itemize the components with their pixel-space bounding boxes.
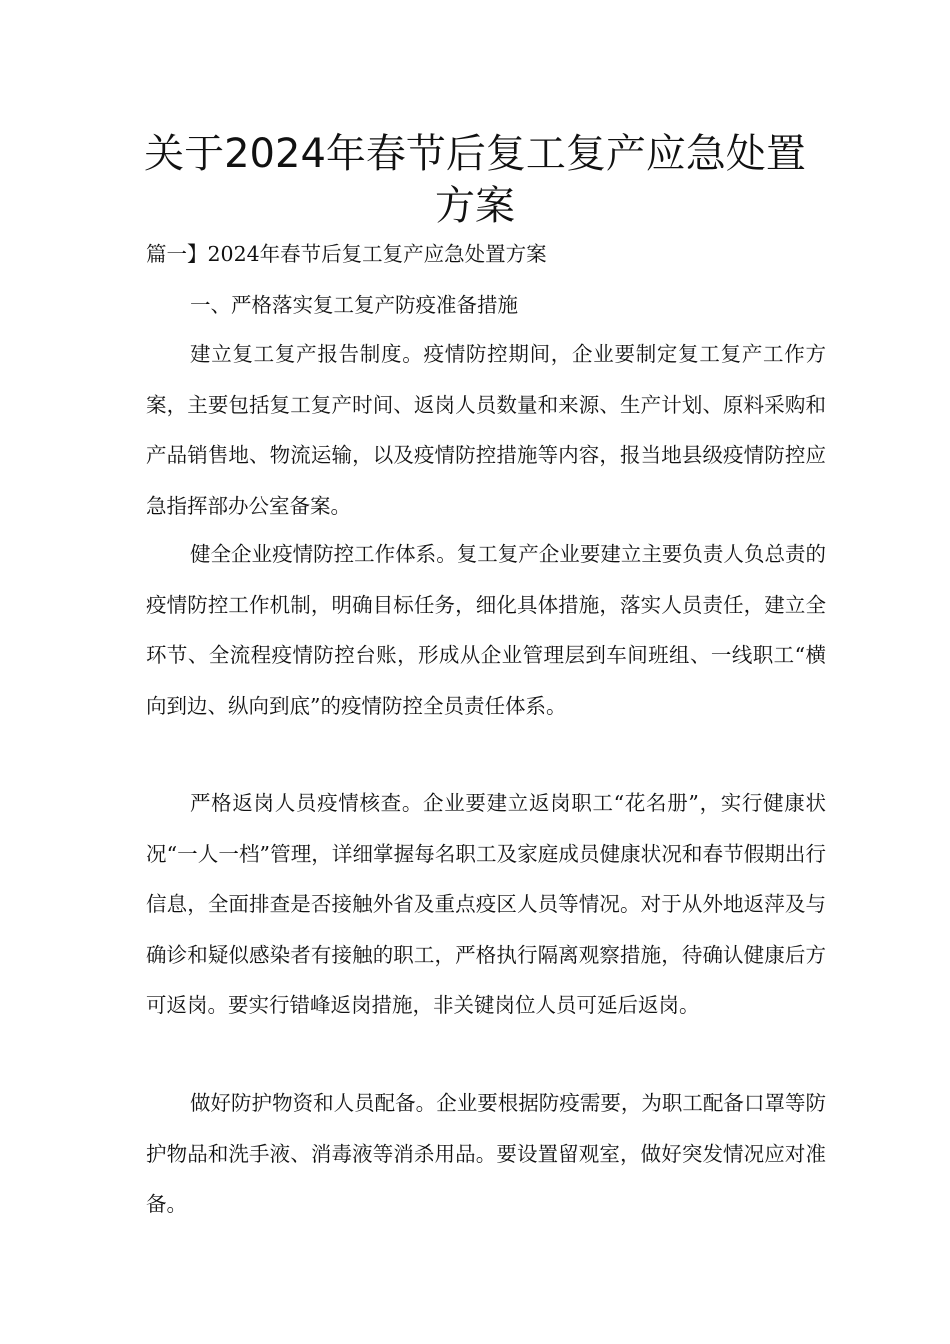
section-heading: 一、严格落实复工复产防疫准备措施 [190, 293, 518, 317]
paragraph: 健全企业疫情防控工作体系。复工复产企业要建立主要负责人负总责的疫情防控工作机制，明确目标任务，细化具体措施，落实人员责任，建立全环节、全流程疫情防控台账，形成从企业管理层到车间班组、一线职工“横向到边、纵向到底”的疫情防控全员责任体系。 [146, 542, 826, 718]
title-line-2: 方案 [435, 183, 515, 229]
subtitle: 篇一】2024年春节后复工复产应急处置方案 [146, 242, 547, 266]
paragraph: 建立复工复产报告制度。疫情防控期间，企业要制定复工复产工作方案，主要包括复工复产时间、返岗人员数量和来源、生产计划、原料采购和产品销售地、物流运输，以及疫情防控措施等内容，报当地县级疫情防控应急指挥部办公室备案。 [146, 342, 826, 518]
document-title [120, 128, 830, 232]
paragraph: 严格返岗人员疫情核查。企业要建立返岗职工“花名册”，实行健康状况“一人一档”管理，详细掌握每名职工及家庭成员健康状况和春节假期出行信息，全面排查是否接触外省及重点疫区人员等情况。对于从外地返萍及与确诊和疑似感染者有接触的职工，严格执行隔离观察措施，待确认健康后方可返岗。要实行错峰返岗措施，非关键岗位人员可延后返岗。 [146, 791, 826, 1017]
paragraph: 做好防护物资和人员配备。企业要根据防疫需要，为职工配备口罩等防护物品和洗手液、消毒液等消杀用品。要设置留观室，做好突发情况应对准备。 [146, 1091, 826, 1216]
title-line-1: 关于2024年春节后复工复产应急处置 [144, 131, 806, 177]
